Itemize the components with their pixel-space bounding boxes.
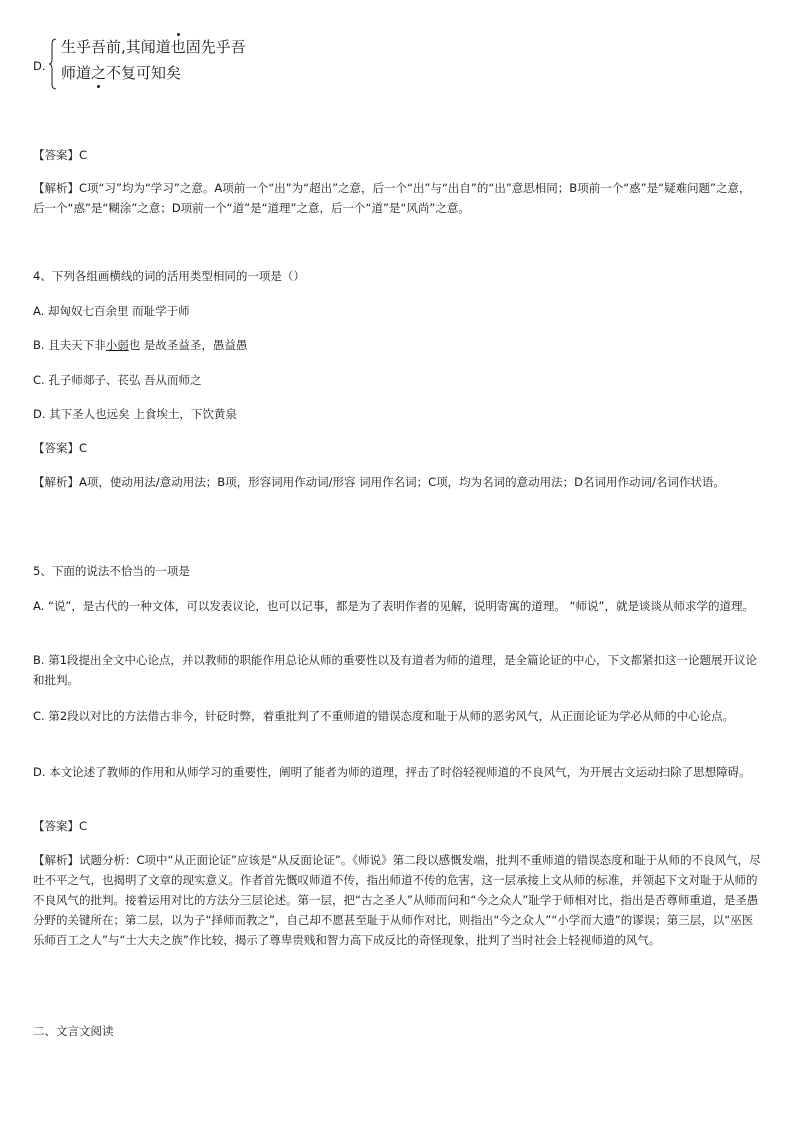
q5-option-d: D. 本文论述了教师的作用和从师学习的重要性，阐明了能者为师的道理，抨击了时俗轻视师道的不良风气，为开展古文运动扫除了思想障碍。 [33,765,751,779]
q4-option-a: A. 却匈奴七百余里 而耻学于师 [33,304,190,318]
q3-answer: 【答案】C [33,148,88,162]
option-d-line2-dot: 之 [91,64,107,82]
section-heading: 二、文言文阅读 [33,1024,114,1038]
option-d-line1-dot: 也 [170,38,186,56]
option-d-line1 [61,36,361,58]
option-d-label: D. [33,59,46,73]
q4-option-c: C. 孔子师郯子、苌弘 吾从而师之 [33,373,202,387]
q3-analysis: 【解析】C项“习”均为“学习”之意。A项前一个“出”为“超出”之意，后一个“出”与“出自”的“出”意思相同；B项前一个“惑”是“疑难问题”之意，后一个“惑”是“糊涂”之意；D项前一个“道”是“道理”之意，后一个“道”是“风尚”之意。 [33,181,751,215]
q5-question: 5、下面的说法不恰当的一项是 [33,564,190,578]
q4-option-d: D. 其下圣人也远矣 上食埃土，下饮黄泉 [33,407,237,421]
q5-option-a: A. “说”，是古代的一种文体，可以发表议论，也可以记事，都是为了表明作者的见解，说明寄寓的道理。 “师说”，就是谈谈从师求学的道理。 [33,599,754,613]
q4-answer: 【答案】C [33,441,88,455]
option-d-line1-a: 生乎吾前,其闻道 [61,38,171,56]
option-d-line2-a: 师道 [61,64,92,82]
option-d-line2 [61,62,361,84]
q4-question: 4、下列各组画横线的词的活用类型相同的一项是（） [33,269,305,283]
q4-option-b-post: 也 是故圣益圣，愚益愚 [128,338,248,352]
q4-option-b [33,335,761,355]
option-d-line1-b: 固先乎吾 [185,38,246,56]
q5-option-c: C. 第2段以对比的方法借古非今，针砭时弊，着重批判了不重师道的错误态度和耻于从师的恶劣风气，从正面论证为学必从师的中心论点。 [33,709,735,723]
q5-answer: 【答案】C [33,819,88,833]
q4-option-b-underlined: 小弱 [105,338,129,352]
q5-option-b: B. 第1段提出全文中心论点，并以教师的职能作用总论从师的重要性以及有道者为师的道理，是全篇论证的中心，下文都紧扣这一论题展开议论和批判。 [33,653,758,687]
brace-icon [49,38,57,90]
q4-option-b-pre: B. 且夫天下非 [33,338,106,352]
option-d-line2-b: 不复可知矣 [106,64,182,82]
q5-analysis: 【解析】试题分析：C项中“从正面论证”应该是“从反面论证”。《师说》第二段以感慨发端，批判不重师道的错误态度和耻于从师的不良风气，尽吐不平之气，也揭明了文章的现实意义。作者首先慨叹师道不传，指出师道不传的危害，这一层承接上文从师的标准，并领起下文对耻于从师的不良风气的批判。接着运用对比的方法分三层论述。第一层，把“古之圣人”从师而问和“今之众人”耻学于师相对比，指出是否尊师重道，是圣愚分野的关键所在；第二层，以为子“择师而教之”，自己却不愿甚至耻于从师作对比，则指出“今之众人”“小学而大遗”的谬误；第三层，以“巫医乐师百工之人”与“士大夫之族”作比较，揭示了尊卑贵贱和智力高下成反比的奇怪现象，批判了当时社会上轻视师道的风气。 [33,853,761,947]
q4-analysis: 【解析】A项，使动用法/意动用法；B项，形容词用作动词/形容 词用作名词；C项，均为名词的意动用法；D名词用作动词/名词作状语。 [33,475,725,489]
